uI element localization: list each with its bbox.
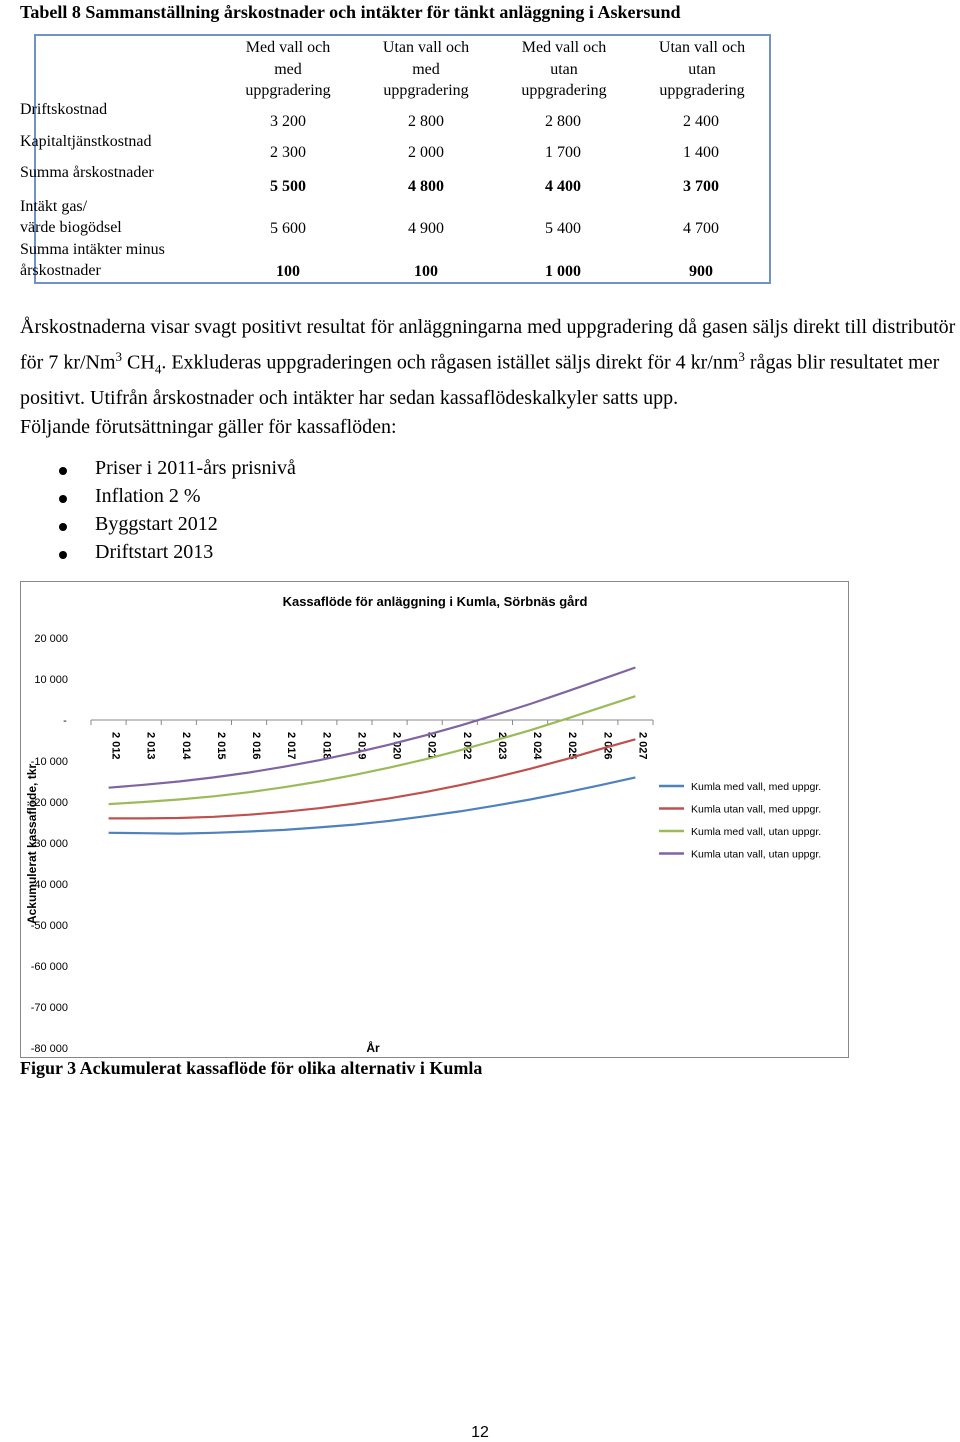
text-run: Årskostnaderna visar svagt positivt resultat för anläggningarna med uppgradering då gasen säljs direkt till distributör för 7 kr/Nm xyxy=(20,316,956,374)
x-tick-label: 2 017 xyxy=(285,732,298,760)
table-cell: 900 xyxy=(689,263,713,280)
row-label: Driftskostnad xyxy=(20,101,108,118)
bullet-icon xyxy=(59,551,67,559)
table-cell: 4 400 xyxy=(545,178,581,195)
legend-label: Kumla utan vall, utan uppgr. xyxy=(691,848,822,861)
header-line: Utan vall och xyxy=(382,39,470,56)
figure-caption: Figur 3 Ackumulerat kassaflöde för olika alternativ i Kumla xyxy=(20,1058,483,1078)
superscript: 3 xyxy=(115,349,123,364)
table-cell: 1 000 xyxy=(545,263,581,280)
header-line: med xyxy=(274,60,302,78)
chart-svg xyxy=(21,582,848,1057)
x-tick-label: 2 012 xyxy=(109,732,122,760)
table-cell: 1 400 xyxy=(683,144,719,161)
row-label: Kapitaltjänstkostnad xyxy=(20,133,152,150)
superscript: 3 xyxy=(738,349,745,364)
row-label: Summa intäkter minus xyxy=(20,241,165,258)
x-tick-label: 2 022 xyxy=(460,732,473,760)
text-run: rågas blir resultatet mer positivt. Utifrån årskostnader och intäkter har sedan kassaflödeskalkyler satts upp. xyxy=(20,351,940,409)
x-tick-label: 2 018 xyxy=(320,732,333,760)
y-tick-label: 20 000 xyxy=(34,633,68,645)
header-line: med xyxy=(412,60,440,78)
list-item-text: Byggstart 2012 xyxy=(95,513,218,535)
x-axis-label: År xyxy=(366,1041,380,1055)
x-tick-label: 2 015 xyxy=(214,732,227,760)
x-tick-label: 2 025 xyxy=(566,732,579,760)
table-cell: 100 xyxy=(276,263,300,280)
header-line: uppgradering xyxy=(659,82,745,99)
x-tick-label: 2 027 xyxy=(636,732,649,760)
y-tick-label: -30 000 xyxy=(30,838,68,850)
header-line: Med vall och xyxy=(245,39,331,56)
paragraph-1 xyxy=(20,313,960,413)
page-number: 12 xyxy=(471,1424,489,1441)
y-tick-label: -70 000 xyxy=(30,1002,68,1014)
x-tick-label: 2 016 xyxy=(250,732,263,760)
bullet-icon xyxy=(59,495,67,503)
table-cell: 3 200 xyxy=(270,113,306,130)
table-header-4 xyxy=(627,37,777,102)
legend-label: Kumla med vall, utan uppgr. xyxy=(691,826,822,838)
subscript: 4 xyxy=(154,361,162,377)
header-line: uppgradering xyxy=(521,82,607,99)
x-tick-label: 2 023 xyxy=(495,732,508,760)
table-cell: 3 700 xyxy=(683,178,719,195)
table-cell: 100 xyxy=(414,263,438,280)
table-cell: 2 800 xyxy=(545,113,581,130)
text-run: . Exkluderas uppgraderingen och rågasen istället säljs direkt för 4 kr/nm xyxy=(161,351,739,374)
text-run: CH xyxy=(122,351,155,374)
x-tick-label: 2 024 xyxy=(531,732,544,760)
paragraph-2: Följande förutsättningar gäller för kassaflöden: xyxy=(20,415,397,438)
series-line-4 xyxy=(109,668,636,788)
x-tick-label: 2 026 xyxy=(601,732,614,760)
row-label: värde biogödsel xyxy=(20,219,122,236)
table-cell: 4 800 xyxy=(408,178,444,195)
table-cell: 5 600 xyxy=(270,220,306,237)
table-header-2 xyxy=(351,37,501,102)
legend-label: Kumla med vall, med uppgr. xyxy=(691,781,822,793)
y-tick-label: -40 000 xyxy=(30,879,68,891)
y-axis-label: Ackumulerat kassaflöde, tkr xyxy=(25,763,39,925)
table-header-1 xyxy=(213,37,363,102)
table-header-3 xyxy=(489,37,639,102)
chart-title: Kassaflöde för anläggning i Kumla, Sörbnäs gård xyxy=(282,594,588,609)
table-cell: 4 700 xyxy=(683,220,719,237)
row-label: Summa årskostnader xyxy=(20,164,154,181)
x-tick-label: 2 020 xyxy=(390,732,403,760)
y-tick-label: -50 000 xyxy=(30,920,68,932)
y-tick-label: - xyxy=(63,715,67,727)
x-tick-label: 2 013 xyxy=(144,732,157,760)
header-line: uppgradering xyxy=(245,82,331,99)
header-line: utan xyxy=(550,60,578,78)
list-item-text: Inflation 2 % xyxy=(95,485,201,507)
series-line-1 xyxy=(109,777,636,833)
header-line: utan xyxy=(688,60,716,78)
table-cell: 4 900 xyxy=(408,220,444,237)
y-tick-label: -10 000 xyxy=(30,756,68,768)
table-cell: 5 500 xyxy=(270,178,306,195)
header-line: Utan vall och xyxy=(658,39,746,56)
x-tick-label: 2 021 xyxy=(425,732,438,760)
header-line: uppgradering xyxy=(383,82,469,99)
header-line: Med vall och xyxy=(521,39,607,56)
table-cell: 1 700 xyxy=(545,144,581,161)
table-caption: Tabell 8 Sammanställning årskostnader och intäkter för tänkt anläggning i Askersund xyxy=(20,2,681,22)
y-tick-label: 10 000 xyxy=(34,674,68,686)
list-item-text: Driftstart 2013 xyxy=(95,541,214,563)
list-item-text: Priser i 2011-års prisnivå xyxy=(95,457,296,479)
y-tick-label: -20 000 xyxy=(30,797,68,809)
bullet-icon xyxy=(59,523,67,531)
table-cell: 2 800 xyxy=(408,113,444,130)
table-cell: 5 400 xyxy=(545,220,581,237)
table-cell: 2 300 xyxy=(270,144,306,161)
x-tick-label: 2 014 xyxy=(179,732,192,760)
row-label: årskostnader xyxy=(20,262,101,279)
row-label: Intäkt gas/ xyxy=(20,198,88,215)
x-tick-label: 2 019 xyxy=(355,732,368,760)
cashflow-chart xyxy=(20,581,849,1058)
y-tick-label: -60 000 xyxy=(30,961,68,973)
y-tick-label: -80 000 xyxy=(30,1043,68,1055)
table-cell: 2 400 xyxy=(683,113,719,130)
legend-label: Kumla utan vall, med uppgr. xyxy=(691,803,822,816)
table-cell: 2 000 xyxy=(408,144,444,161)
bullet-icon xyxy=(59,467,67,475)
body-paragraph xyxy=(20,313,960,442)
